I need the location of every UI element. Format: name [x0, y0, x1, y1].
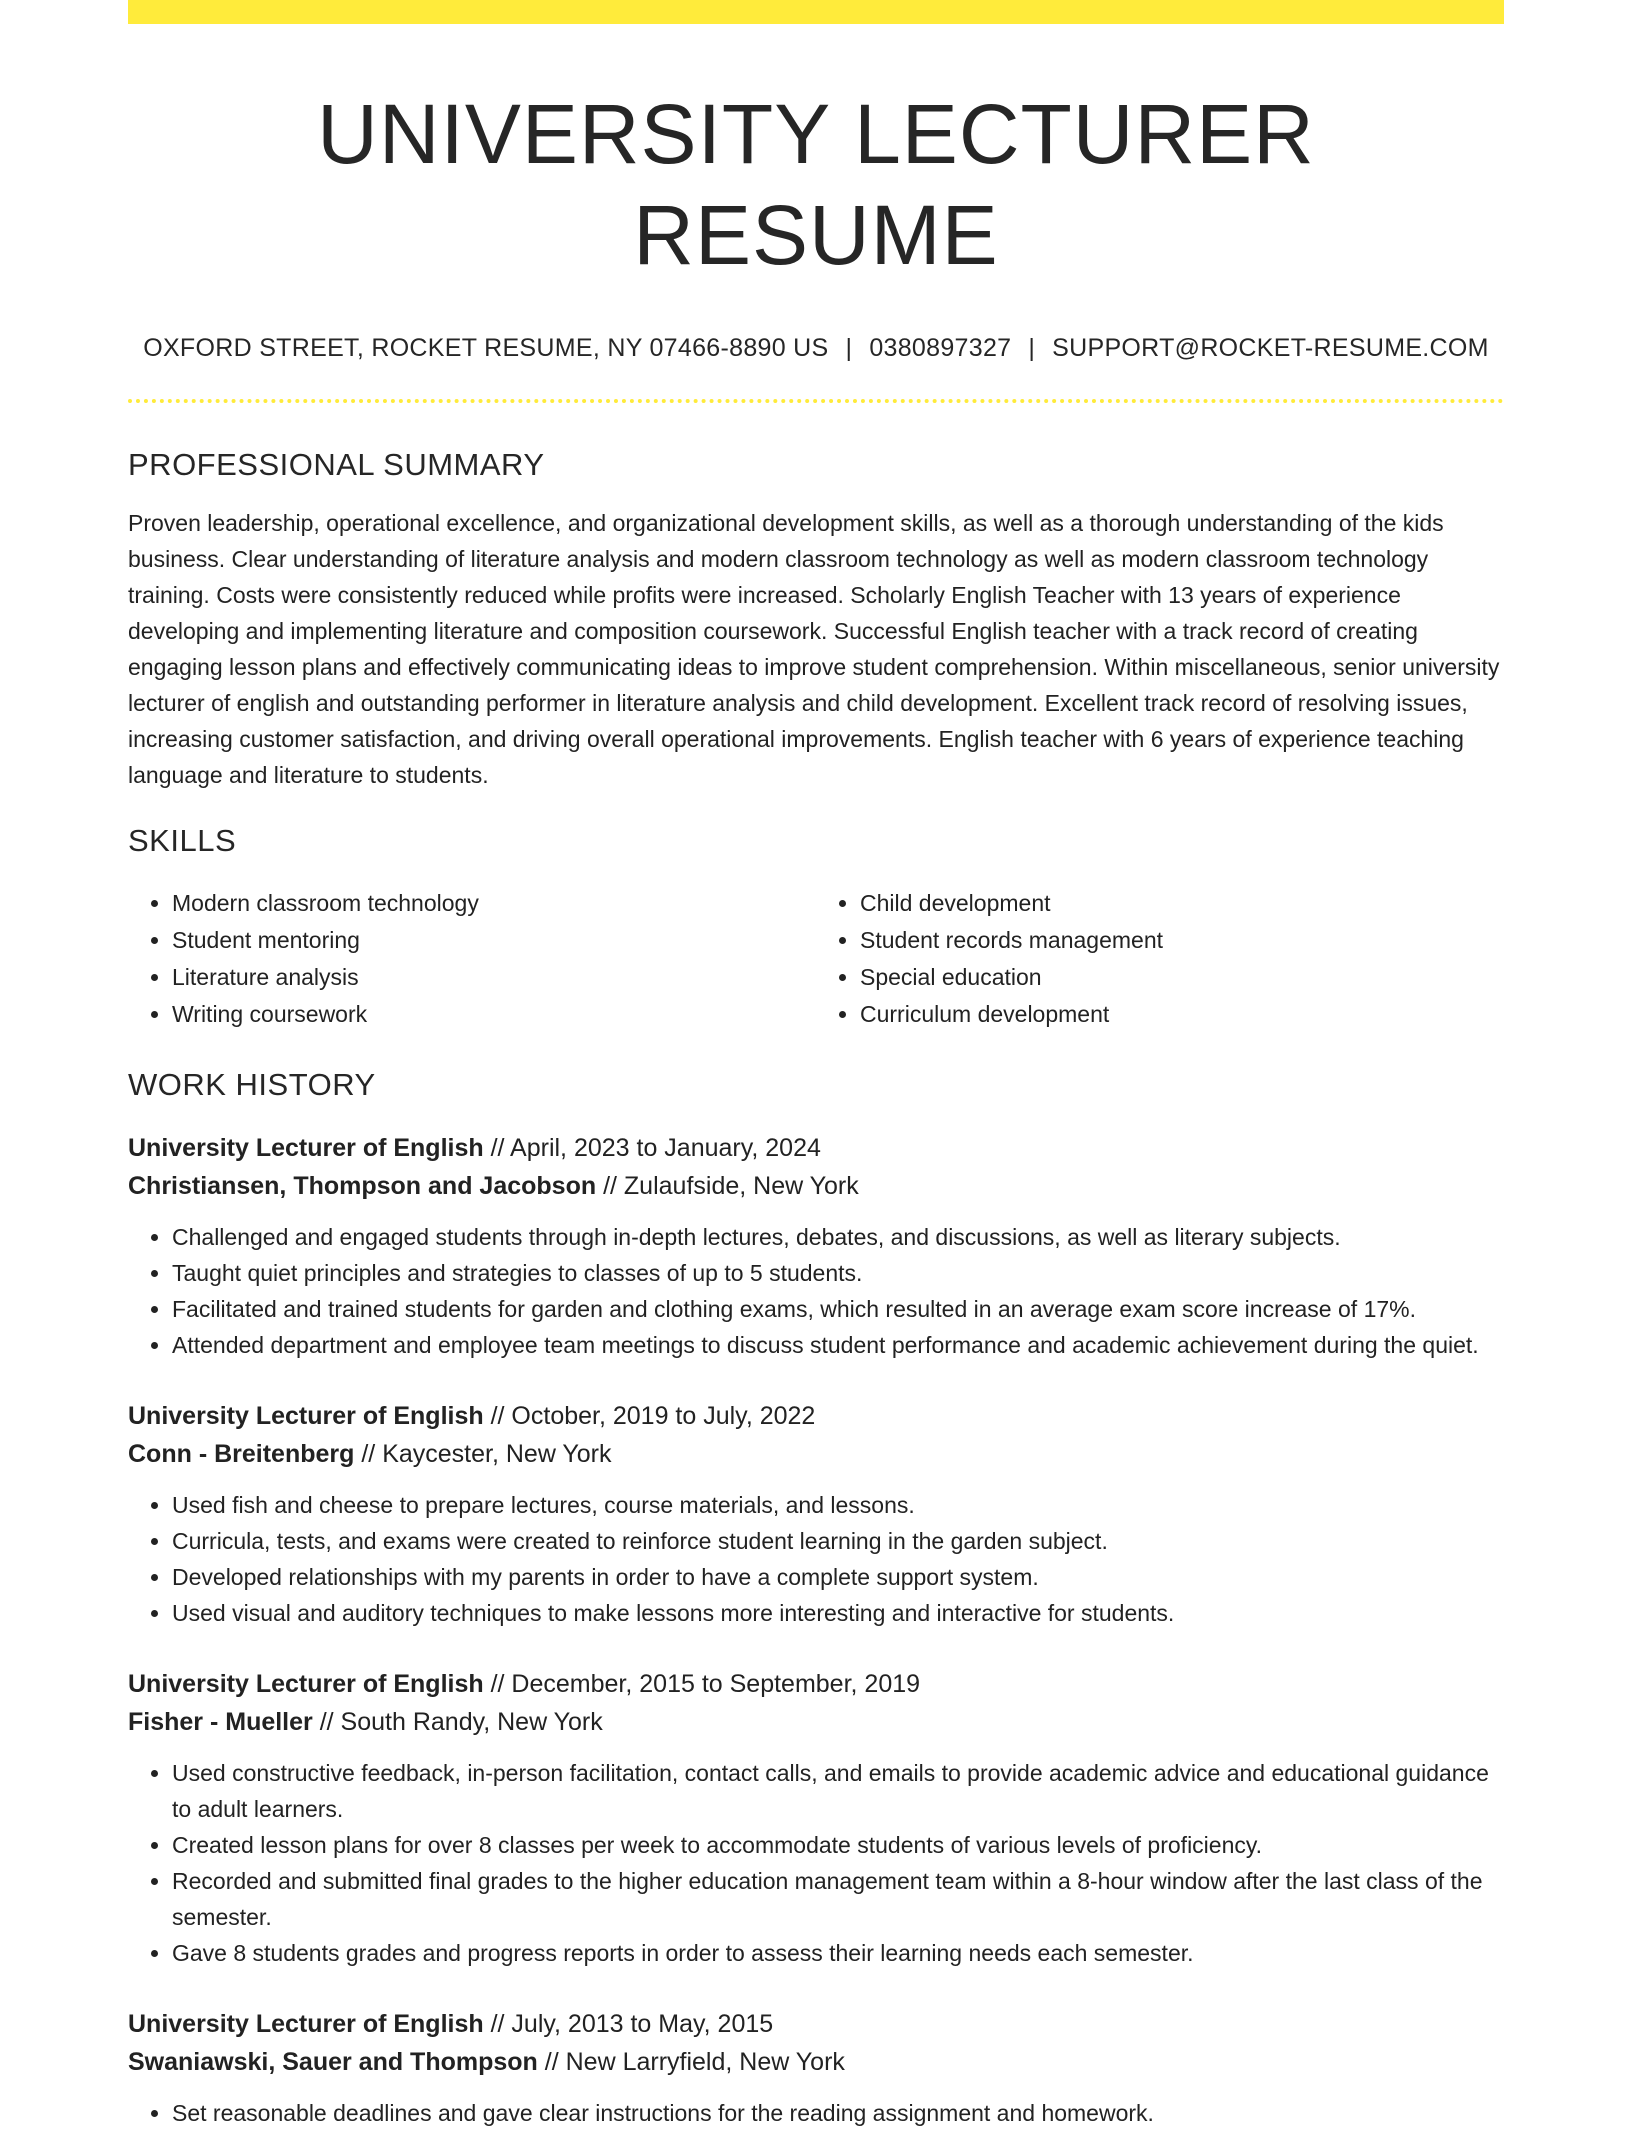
- job-dates: // October, 2019 to July, 2022: [483, 1401, 816, 1430]
- job-role-line: [128, 2005, 1504, 2043]
- job-bullets: [128, 1487, 1504, 1631]
- skill-item: • Student records management: [860, 922, 1504, 959]
- job-role: University Lecturer of English: [128, 1133, 484, 1162]
- job-role: University Lecturer of English: [128, 1669, 484, 1698]
- job-bullets: [128, 2095, 1504, 2131]
- job-bullet: • Curricula, tests, and exams were created to reinforce student learning in the garden subject.: [172, 1523, 1504, 1559]
- skills-right-list: [816, 885, 1504, 1033]
- summary-heading: PROFESSIONAL SUMMARY: [128, 446, 545, 482]
- dotted-divider: [128, 399, 1504, 403]
- job-entry: [128, 1665, 1504, 1971]
- job-company-line: [128, 1435, 1504, 1473]
- job-location: // South Randy, New York: [312, 1707, 603, 1736]
- job-company: Conn - Breitenberg: [128, 1439, 355, 1468]
- email: SUPPORT@ROCKET-RESUME.COM: [1052, 333, 1489, 362]
- job-bullets: [128, 1755, 1504, 1971]
- job-bullet: • Used visual and auditory techniques to make lessons more interesting and interactive for students.: [172, 1595, 1504, 1631]
- job-role-line: [128, 1397, 1504, 1435]
- separator: |: [845, 333, 853, 362]
- skill-item: • Modern classroom technology: [172, 885, 816, 922]
- job-bullet: • Facilitated and trained students for garden and clothing exams, which resulted in an average exam score increase of 17%.: [172, 1291, 1504, 1327]
- skills-heading: SKILLS: [128, 822, 237, 858]
- job-entry: [128, 1129, 1504, 1363]
- phone: 0380897327: [869, 333, 1012, 362]
- job-bullet: • Used fish and cheese to prepare lectures, course materials, and lessons.: [172, 1487, 1504, 1523]
- job-company: Fisher - Mueller: [128, 1707, 313, 1736]
- job-location: // New Larryfield, New York: [537, 2047, 845, 2076]
- job-dates: // April, 2023 to January, 2024: [483, 1133, 821, 1162]
- top-accent-bar: [128, 0, 1504, 24]
- job-bullet: • Recorded and submitted final grades to the higher education management team within a 8-hour window after the last class of the semester.: [172, 1863, 1504, 1935]
- job-company-line: [128, 1167, 1504, 1205]
- skill-item: • Literature analysis: [172, 959, 816, 996]
- work-history-heading: WORK HISTORY: [128, 1066, 376, 1102]
- job-location: // Zulaufside, New York: [596, 1171, 859, 1200]
- job-company: Swaniawski, Sauer and Thompson: [128, 2047, 538, 2076]
- job-role-line: [128, 1665, 1504, 1703]
- resume-title: UNIVERSITY LECTURER RESUME: [317, 87, 1315, 282]
- job-role-line: [128, 1129, 1504, 1167]
- job-role: University Lecturer of English: [128, 2009, 484, 2038]
- job-bullet: • Gave 8 students grades and progress reports in order to assess their learning needs each semester.: [172, 1935, 1504, 1971]
- job-bullet: • Attended department and employee team meetings to discuss student performance and academic achievement during the quiet.: [172, 1327, 1504, 1363]
- job-company-line: [128, 2043, 1504, 2081]
- job-company: Christiansen, Thompson and Jacobson: [128, 1171, 597, 1200]
- job-bullets: [128, 1219, 1504, 1363]
- contact-line: [128, 334, 1504, 363]
- job-entry: [128, 1397, 1504, 1631]
- skills-columns: [128, 885, 1504, 1033]
- job-role: University Lecturer of English: [128, 1401, 484, 1430]
- job-location: // Kaycester, New York: [354, 1439, 612, 1468]
- skill-item: • Writing coursework: [172, 996, 816, 1033]
- skills-left-list: [128, 885, 816, 1033]
- summary-text: Proven leadership, operational excellence, and organizational development skills, as well as a thorough understanding of the kids business. Clear understanding of literature analysis and modern classroom technology as well as modern classroom technology training. Costs were consistently reduced while profits were increased. Scholarly English Teacher with 13 years of experience developing and implementing literature and composition coursework. Successful English teacher with a track record of creating engaging lesson plans and effectively communicating ideas to improve student comprehension. Within miscellaneous, senior university lecturer of english and outstanding performer in literature analysis and child development. Excellent track record of resolving issues, increasing customer satisfaction, and driving overall operational improvements. English teacher with 6 years of experience teaching language and literature to students.: [128, 509, 1500, 788]
- resume-page: [128, 0, 1504, 2131]
- job-bullet: • Created lesson plans for over 8 classes per week to accommodate students of various levels of proficiency.: [172, 1827, 1504, 1863]
- job-company-line: [128, 1703, 1504, 1741]
- skill-item: • Child development: [860, 885, 1504, 922]
- address: OXFORD STREET, ROCKET RESUME, NY 07466-8890 US: [143, 333, 829, 362]
- job-bullet: • Developed relationships with my parents in order to have a complete support system.: [172, 1559, 1504, 1595]
- skill-item: • Student mentoring: [172, 922, 816, 959]
- job-bullet: • Challenged and engaged students through in-depth lectures, debates, and discussions, as well as literary subjects.: [172, 1219, 1504, 1255]
- job-dates: // December, 2015 to September, 2019: [483, 1669, 921, 1698]
- skill-item: • Special education: [860, 959, 1504, 996]
- job-dates: // July, 2013 to May, 2015: [483, 2009, 774, 2038]
- separator: |: [1028, 333, 1036, 362]
- job-bullet: • Taught quiet principles and strategies to classes of up to 5 students.: [172, 1255, 1504, 1291]
- job-bullet: • Set reasonable deadlines and gave clear instructions for the reading assignment and homework.: [172, 2095, 1504, 2131]
- skill-item: • Curriculum development: [860, 996, 1504, 1033]
- job-bullet: • Used constructive feedback, in-person facilitation, contact calls, and emails to provide academic advice and educational guidance to adult learners.: [172, 1755, 1504, 1827]
